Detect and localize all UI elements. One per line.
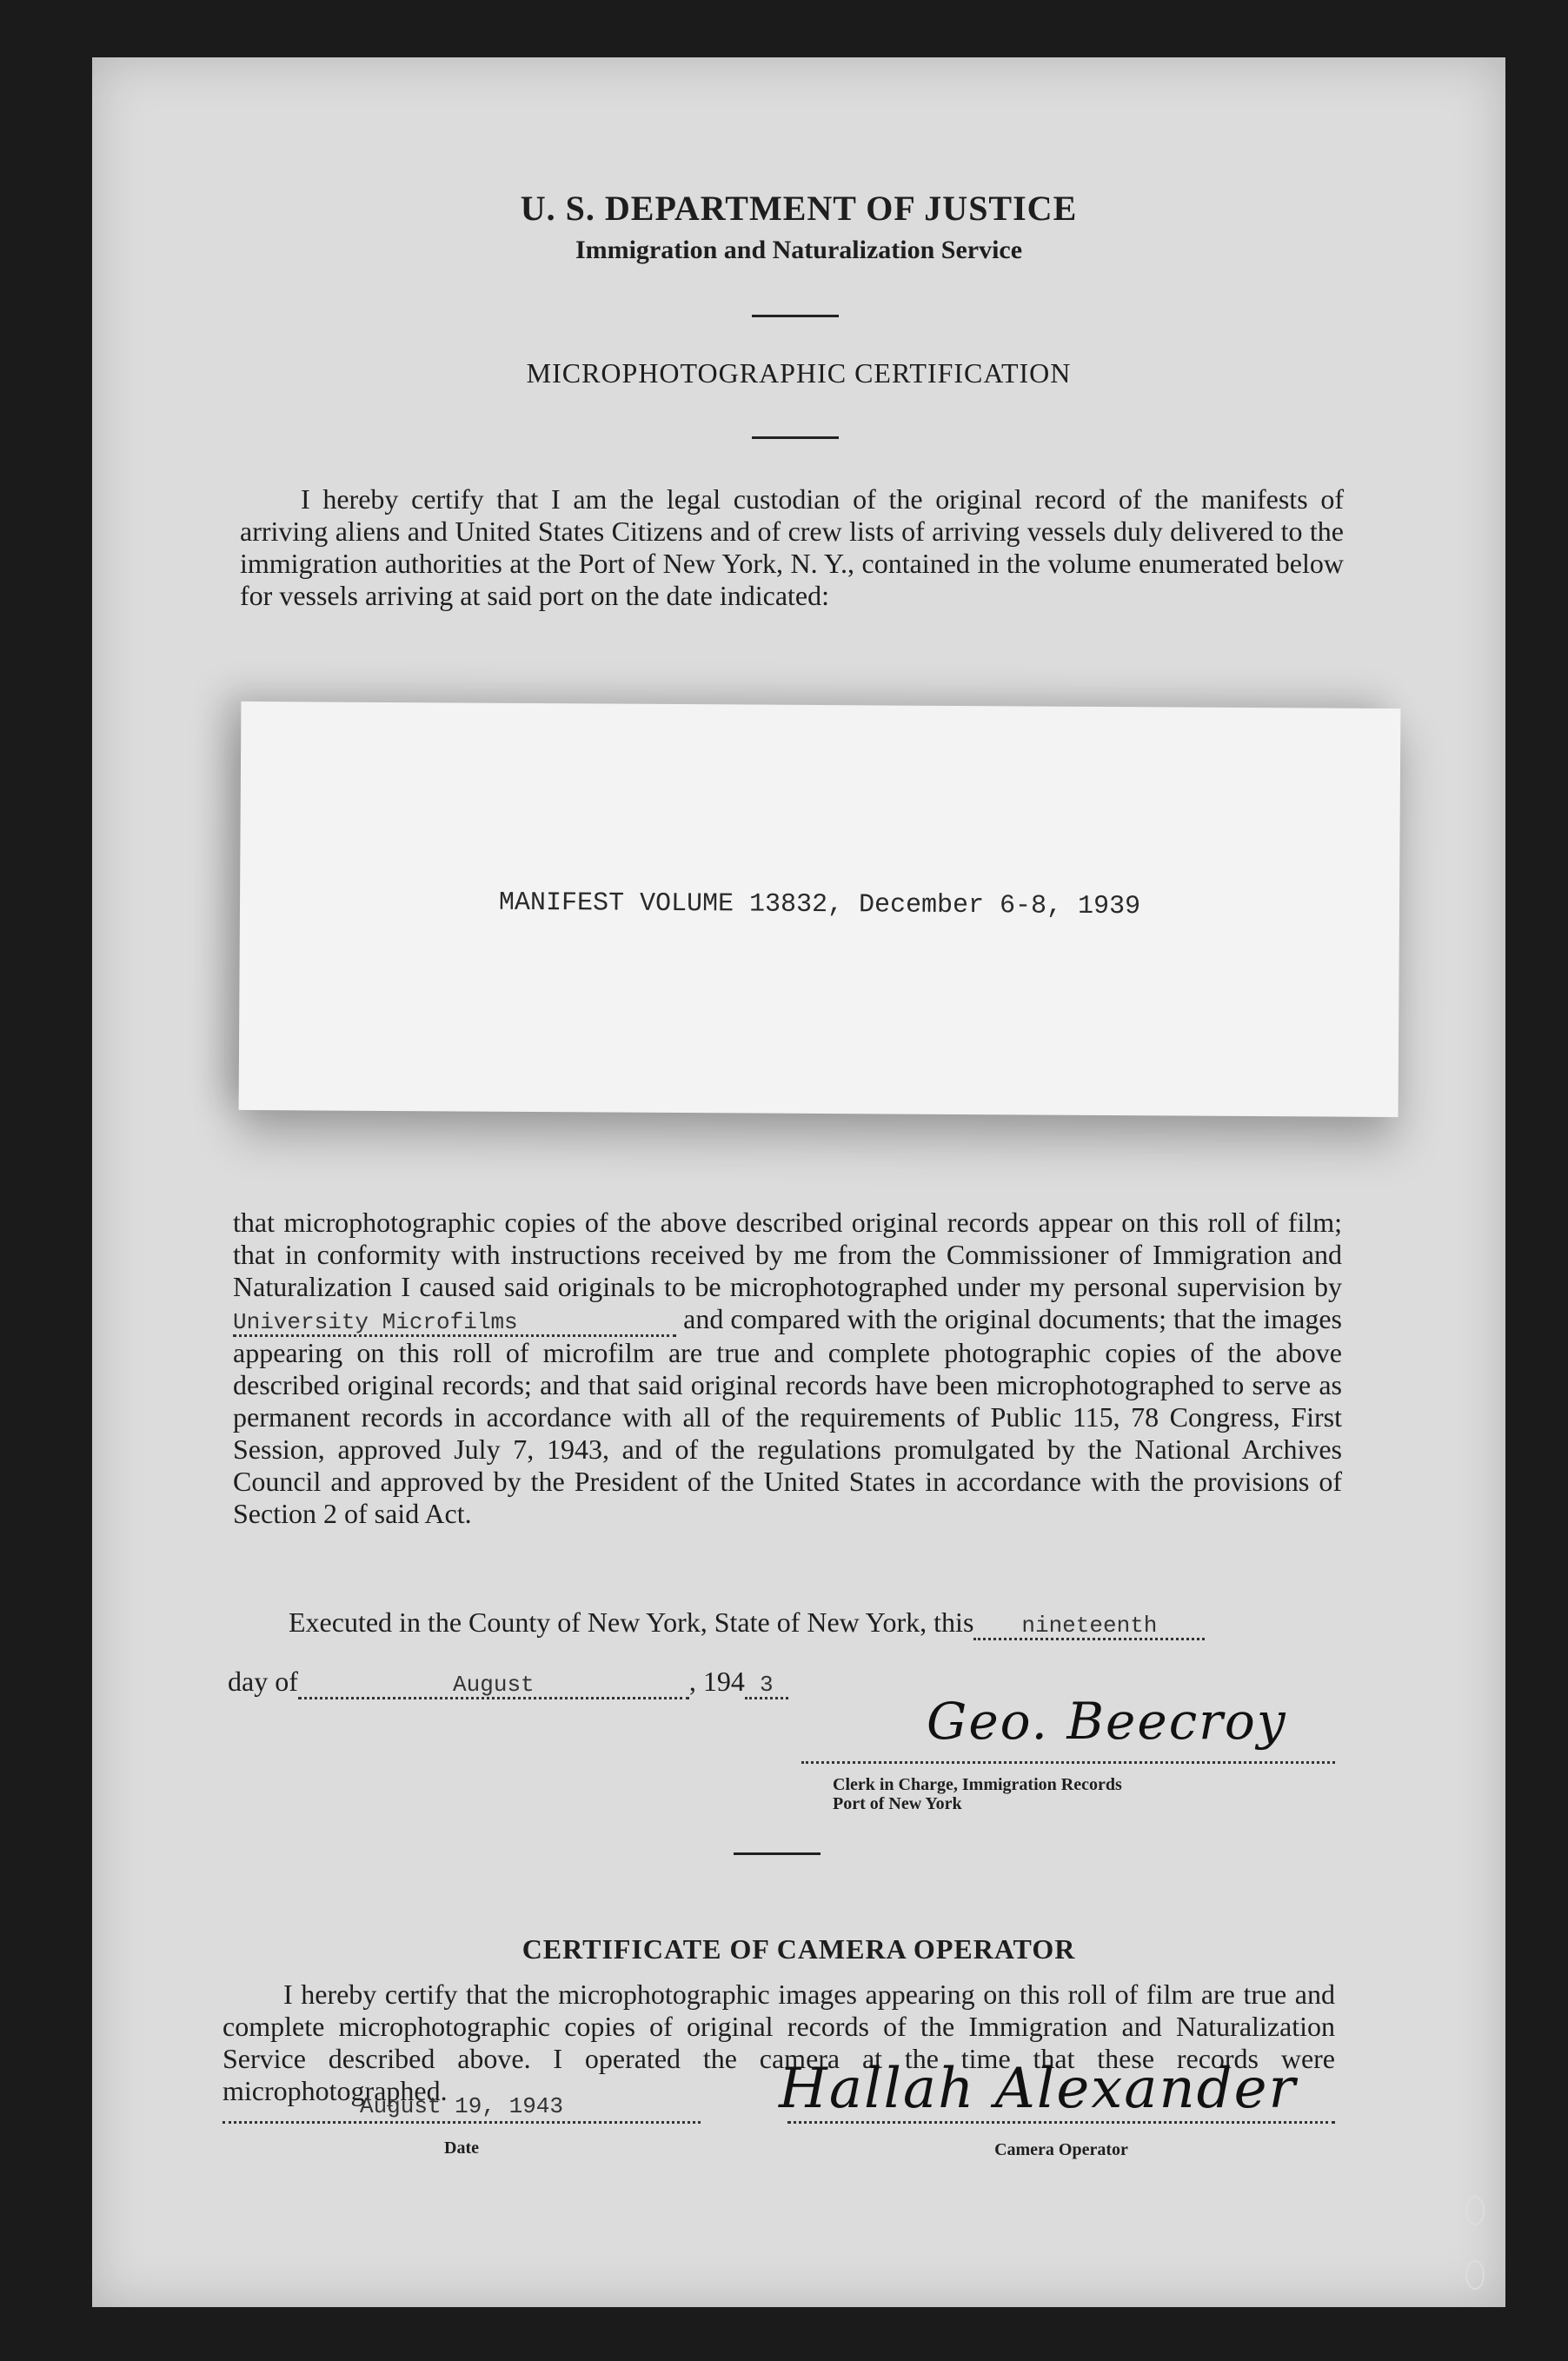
- date-label: Date: [444, 2138, 479, 2158]
- film-hole-mark: [1465, 2196, 1485, 2225]
- year-prefix: , 194: [688, 1666, 745, 1697]
- execution-prefix: Executed in the County of New York, State of New York, this: [289, 1606, 974, 1638]
- operator-date-field: August 19, 1943: [223, 2092, 701, 2124]
- certificate-page: [92, 57, 1505, 2307]
- operator-paragraph: I hereby certify that the microphotographic images appearing on this roll of film are true and complete microphotographic copies of original records of the Immigration and Naturalization Service described above. I operated the camera at the time that these records were microphotographed.: [223, 1979, 1335, 2106]
- volume-slip: [239, 702, 1401, 1117]
- year-digit-field: 3: [745, 1673, 788, 1699]
- clerk-signature: Geo. Beecroy: [927, 1692, 1287, 1751]
- body-text-part1: that microphotographic copies of the above described original records appear on this roll of film; that in conformity with instructions received by me from the Commissioner of Immigration and Naturalization I caused said originals to be microphotographed under my personal supervision by: [233, 1207, 1342, 1302]
- film-hole-mark: [1465, 2260, 1485, 2290]
- clerk-signature-line: [801, 1761, 1335, 1764]
- divider: [752, 315, 839, 317]
- supervisor-field: University Microfilms: [233, 1310, 676, 1337]
- operator-section-title: CERTIFICATE OF CAMERA OPERATOR: [522, 1933, 1076, 1965]
- operator-signature-line: [787, 2121, 1335, 2124]
- certification-title: MICROPHOTOGRAPHIC CERTIFICATION: [526, 357, 1072, 389]
- divider: [752, 436, 839, 439]
- camera-operator-label: Camera Operator: [994, 2140, 1128, 2159]
- operator-signature: Hallah Alexander: [779, 2057, 1298, 2121]
- intro-paragraph: I hereby certify that I am the legal custodian of the original record of the manifests of arriving aliens and United States Citizens and of crew lists of arriving vessels duly delivered to the immigration authorities at the Port of New York, N. Y., contained in the volume enumerated below for vessels arriving at said port on the date indicated:: [240, 483, 1344, 611]
- execution-month-field: August: [298, 1673, 689, 1699]
- body-paragraph: [233, 1207, 1342, 1530]
- volume-slip-text: MANIFEST VOLUME 13832, December 6-8, 1939: [498, 888, 1141, 922]
- department-heading: U. S. DEPARTMENT OF JUSTICE: [520, 189, 1078, 228]
- execution-date-line: [228, 1666, 788, 1699]
- body-text-part2: and compared with the original documents; that the images appearing on this roll of microfilm are true and complete photographic copies of the above described original records; and that said original records have been microphotographed to serve as permanent records in accordance with all of the requirements of Public 115, 78 Congress, First Session, approved July 7, 1943, and of the regulations promulgated by the National Archives Council and approved by the President of the United States in accordance with the provisions of Section 2 of said Act.: [233, 1303, 1343, 1529]
- service-subheading: Immigration and Naturalization Service: [575, 236, 1023, 264]
- execution-day-field: nineteenth: [973, 1613, 1205, 1640]
- clerk-title: [833, 1775, 1122, 1813]
- execution-line: [289, 1606, 1205, 1640]
- clerk-title-line1: Clerk in Charge, Immigration Records: [833, 1775, 1122, 1794]
- divider: [734, 1852, 821, 1855]
- clerk-title-line2: Port of New York: [833, 1794, 962, 1813]
- day-of-label: day of: [228, 1666, 298, 1697]
